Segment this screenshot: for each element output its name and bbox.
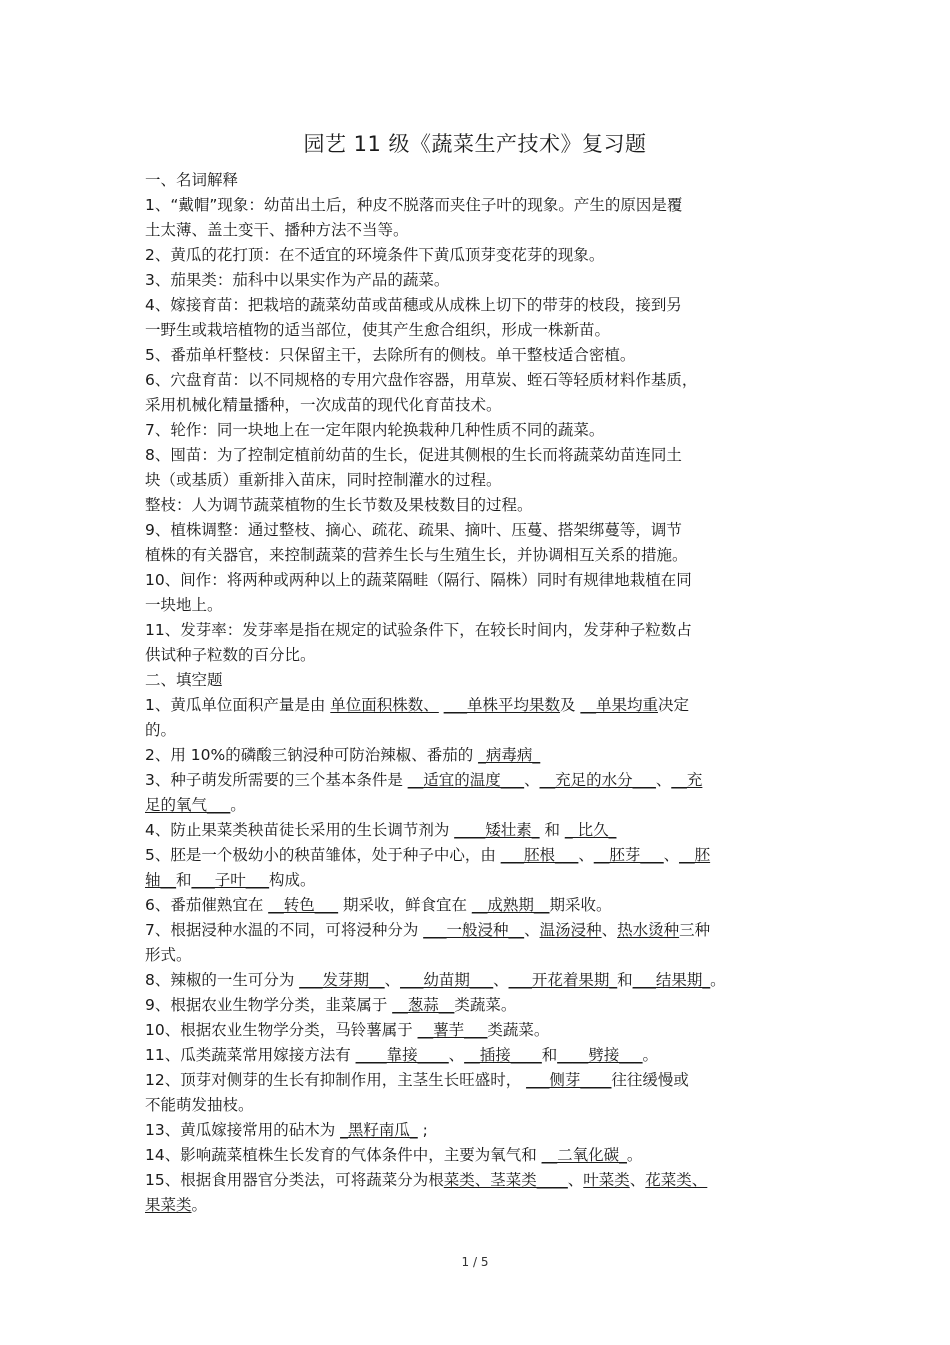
text-segment: 9、植株调整：通过整枝、摘心、疏花、疏果、摘叶、压蔓、搭架绑蔓等，调节: [145, 521, 682, 539]
text-line: [145, 318, 810, 343]
text-segment: 、: [448, 1046, 465, 1064]
text-segment: 。: [191, 1196, 208, 1214]
text-segment: 形式。: [145, 946, 192, 964]
text-segment: 类蔬菜。: [454, 996, 517, 1014]
answer-blank: __充足的水分___: [539, 771, 656, 789]
answer-blank: ___子叶___: [191, 871, 270, 889]
answer-blank: __插接____: [464, 1046, 542, 1064]
text-segment: 12、顶芽对侧芽的生长有抑制作用，主茎生长旺盛时，: [145, 1071, 527, 1089]
answer-blank: ___幼苗期___: [400, 971, 494, 989]
answer-blank: 叶菜类: [583, 1171, 630, 1189]
text-line: [145, 1018, 810, 1043]
text-line: [145, 993, 810, 1018]
text-line: [145, 293, 810, 318]
text-line: [145, 543, 810, 568]
answer-blank: __胚芽___: [593, 846, 664, 864]
text-segment: 整枝：人为调节蔬菜植物的生长节数及果枝数目的过程。: [145, 496, 533, 514]
answer-blank: __转色___: [268, 896, 339, 914]
answer-blank: _ 比久_: [564, 821, 617, 839]
answer-blank: ___胚根___: [500, 846, 579, 864]
text-segment: 6、穴盘育苗：以不同规格的专用穴盘作容器，用草炭、蛭石等轻质材料作基质，: [145, 371, 698, 389]
text-line: [145, 468, 810, 493]
text-segment: 2、用 10%的磷酸三钠浸种可防治辣椒、番茄的: [145, 746, 479, 764]
text-line: [145, 1068, 810, 1093]
answer-blank: __成熟期__: [471, 896, 550, 914]
text-line: [145, 793, 810, 818]
text-line: [145, 218, 810, 243]
text-line: [145, 718, 810, 743]
answer-blank: ___发芽期__: [299, 971, 385, 989]
text-segment: 往往缓慢或: [611, 1071, 689, 1089]
text-segment: 不能萌发抽枝。: [145, 1096, 254, 1114]
text-segment: 4、嫁接育苗：把栽培的蔬菜幼苗或苗穗或从成株上切下的带芽的枝段，接到另: [145, 296, 682, 314]
document-body: [145, 168, 810, 1218]
text-segment: 5、番茄单杆整枝：只保留主干，去除所有的侧枝。单干整枝适合密植。: [145, 346, 636, 364]
text-segment: 和: [617, 971, 633, 989]
text-segment: 、: [524, 771, 540, 789]
text-line: [145, 1043, 810, 1068]
text-segment: 7、轮作：同一块地上在一定年限内轮换栽种几种性质不同的蔬菜。: [145, 421, 605, 439]
answer-blank: ___开花着果期_: [508, 971, 618, 989]
text-segment: 。: [626, 1146, 643, 1164]
answer-blank: ____劈接___: [557, 1046, 643, 1064]
answer-blank: 菜类、茎菜类____: [443, 1171, 568, 1189]
answer-blank: ____靠接____: [355, 1046, 449, 1064]
text-segment: 。: [710, 971, 726, 989]
text-segment: 14、影响蔬菜植株生长发育的气体条件中，主要为氧气和: [145, 1146, 542, 1164]
text-line: [145, 743, 810, 768]
text-line: [145, 518, 810, 543]
text-segment: 、: [384, 971, 401, 989]
text-segment: 1、黄瓜单位面积产量是由: [145, 696, 331, 714]
text-segment: 15、根据食用器官分类法，可将蔬菜分为根: [145, 1171, 444, 1189]
text-segment: 10、间作：将两种或两种以上的蔬菜隔畦（隔行、隔株）同时有规律地栽植在同: [145, 571, 692, 589]
text-segment: 采用机械化精量播种，一次成苗的现代化育苗技术。: [145, 396, 502, 414]
answer-blank: 足的氧气___: [145, 796, 231, 814]
text-segment: 期采收。: [549, 896, 612, 914]
text-segment: 4、防止果菜类秧苗徒长采用的生长调节剂为: [145, 821, 455, 839]
text-segment: 构成。: [269, 871, 316, 889]
text-line: [145, 368, 810, 393]
text-line: [145, 943, 810, 968]
text-segment: 、: [629, 1171, 646, 1189]
text-line: [145, 693, 810, 718]
answer-blank: ___结果期_: [632, 971, 711, 989]
text-segment: 供试种子粒数的百分比。: [145, 646, 316, 664]
text-segment: 8、辣椒的一生可分为: [145, 971, 300, 989]
text-segment: 5、胚是一个极幼小的秧苗雏体，处于种子中心，由: [145, 846, 501, 864]
text-segment: 类蔬菜。: [487, 1021, 550, 1039]
text-segment: 9、根据农业生物学分类，韭菜属于: [145, 996, 393, 1014]
text-segment: 二、填空题: [145, 671, 223, 689]
answer-blank: 花菜类、: [645, 1171, 708, 1189]
text-line: [145, 168, 810, 193]
text-segment: 3、茄果类：茄科中以果实作为产品的蔬菜。: [145, 271, 450, 289]
text-segment: 7、根据浸种水温的不同，可将浸种分为: [145, 921, 424, 939]
text-line: [145, 668, 810, 693]
text-line: [145, 618, 810, 643]
text-line: [145, 1093, 810, 1118]
document-title: 园艺 11 级《蔬菜生产技术》复习题: [303, 132, 647, 156]
text-segment: 、: [493, 971, 509, 989]
text-segment: ;: [417, 1121, 428, 1139]
answer-blank: __二氧化碳_: [541, 1146, 627, 1164]
text-line: [145, 568, 810, 593]
text-line: [145, 968, 810, 993]
text-segment: 和: [176, 871, 192, 889]
text-segment: 期采收，鲜食宜在: [338, 896, 472, 914]
text-line: [145, 893, 810, 918]
answer-blank: 温汤浸种: [539, 921, 602, 939]
text-segment: 土太薄、盖土变干、播种方法不当等。: [145, 221, 409, 239]
text-line: [145, 868, 810, 893]
text-line: [145, 918, 810, 943]
text-segment: 和: [541, 1046, 558, 1064]
text-segment: 、: [567, 1171, 584, 1189]
text-line: [145, 418, 810, 443]
text-line: [145, 1143, 810, 1168]
text-segment: 和: [539, 821, 565, 839]
text-line: [145, 843, 810, 868]
text-segment: 3、种子萌发所需要的三个基本条件是: [145, 771, 408, 789]
text-line: [145, 1118, 810, 1143]
text-line: [145, 243, 810, 268]
text-segment: 一、名词解释: [145, 171, 239, 189]
text-segment: 。: [230, 796, 246, 814]
text-segment: 。: [642, 1046, 658, 1064]
text-line: [145, 443, 810, 468]
text-line: [145, 268, 810, 293]
text-segment: 三种: [679, 921, 711, 939]
text-segment: 13、黄瓜嫁接常用的砧木为: [145, 1121, 341, 1139]
answer-blank: 果菜类: [145, 1196, 192, 1214]
text-line: [145, 593, 810, 618]
text-segment: 块（或基质）重新排入苗床，同时控制灌水的过程。: [145, 471, 502, 489]
answer-blank: __薯芋___: [417, 1021, 488, 1039]
answer-blank: 单位面积株数、: [330, 696, 439, 714]
answer-blank: __胚: [679, 846, 711, 864]
text-line: [145, 193, 810, 218]
text-segment: 一块地上。: [145, 596, 223, 614]
text-segment: 、: [655, 771, 672, 789]
text-segment: 、: [524, 921, 540, 939]
text-line: [145, 1193, 810, 1218]
answer-blank: __适宜的温度___: [407, 771, 525, 789]
text-line: [145, 343, 810, 368]
text-line: [145, 818, 810, 843]
text-segment: 、: [601, 921, 618, 939]
text-segment: 决定: [657, 696, 689, 714]
text-segment: 的。: [145, 721, 177, 739]
text-segment: 10、根据农业生物学分类，马铃薯属于: [145, 1021, 418, 1039]
text-segment: 6、番茄催熟宜在: [145, 896, 269, 914]
text-line: [145, 643, 810, 668]
text-segment: 、: [663, 846, 680, 864]
text-segment: 及: [560, 696, 581, 714]
text-segment: 8、囤苗：为了控制定植前幼苗的生长，促进其侧根的生长而将蔬菜幼苗连同土: [145, 446, 682, 464]
text-segment: 11、瓜类蔬菜常用嫁接方法有: [145, 1046, 356, 1064]
answer-blank: ___一般浸种__: [423, 921, 525, 939]
text-line: [145, 393, 810, 418]
text-segment: 植株的有关器官，来控制蔬菜的营养生长与生殖生长，并协调相互关系的措施。: [145, 546, 688, 564]
answer-blank: __充: [671, 771, 703, 789]
answer-blank: __葱蒜__: [392, 996, 455, 1014]
text-segment: 2、黄瓜的花打顶：在不适宜的环境条件下黄瓜顶芽变花芽的现象。: [145, 246, 605, 264]
answer-blank: _黑籽南瓜_: [340, 1121, 418, 1139]
text-segment: 、: [578, 846, 594, 864]
text-segment: 11、发芽率：发芽率是指在规定的试验条件下，在较长时间内，发芽种子粒数占: [145, 621, 692, 639]
answer-blank: __单果均重: [580, 696, 658, 714]
text-line: [145, 1168, 810, 1193]
text-segment: 一野生或栽培植物的适当部位，使其产生愈合组织，形成一株新苗。: [145, 321, 611, 339]
text-line: [145, 768, 810, 793]
answer-blank: ____矮壮素_: [454, 821, 540, 839]
answer-blank: ___侧芽____: [526, 1071, 612, 1089]
answer-blank: ___单株平均果数: [443, 696, 561, 714]
answer-blank: 轴__: [145, 871, 177, 889]
answer-blank: _病毒病_: [478, 746, 541, 764]
answer-blank: 热水烫种: [617, 921, 680, 939]
text-segment: 1、“戴帽”现象：幼苗出土后，种皮不脱落而夹住子叶的现象。产生的原因是覆: [145, 196, 683, 214]
page-number: 1 / 5: [461, 1255, 489, 1269]
text-line: [145, 493, 810, 518]
